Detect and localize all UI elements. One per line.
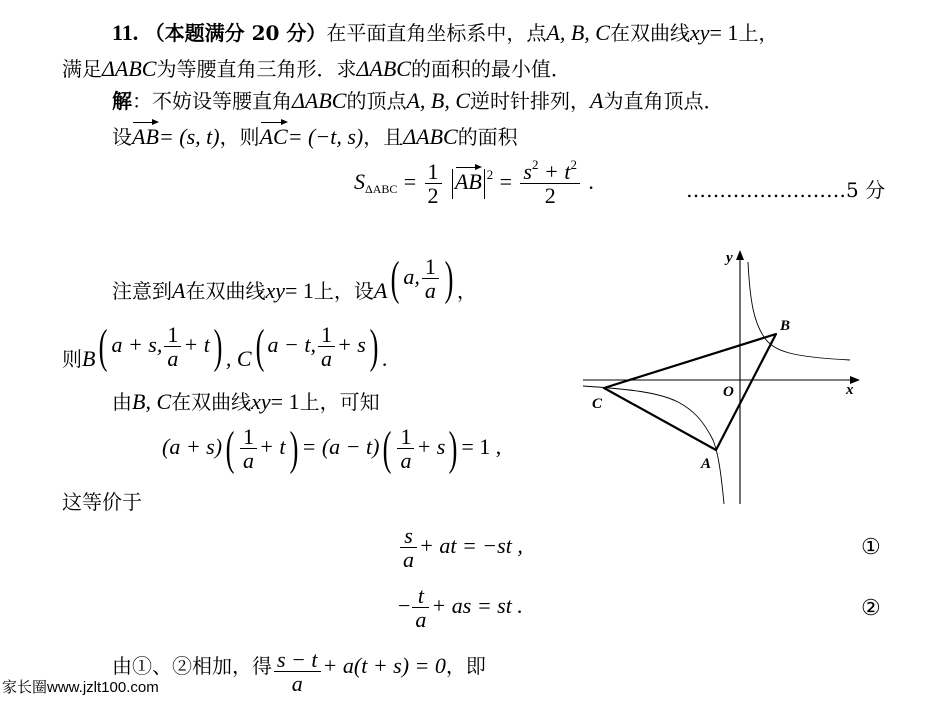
vector-ac: AC xyxy=(259,124,288,149)
problem-line-2: 满足ΔABC为等腰直角三角形．求ΔABC的面积的最小值． xyxy=(62,56,571,81)
hyperbola-figure xyxy=(578,242,878,512)
equation-product: (a + s)( $\frac{1}{a}$ + t) = (a − t)( $\frac{1}{a}$ + s) = 1 , xyxy=(162,422,502,475)
solution-line-5: 注意到A在双曲线xy= 1上，设A( a, $\frac{1}{a}$ ) ， xyxy=(112,252,477,305)
solution-line-6: 则B( a + s, $\frac{1}{a}$ + t) , C( a − t, $\frac{1}{a}$ + s) . xyxy=(62,320,388,373)
label-y: y xyxy=(726,250,733,266)
area-formula: $S_{\Delta ABC}$ = $\frac{1}{2}$ AB $^2$ = $\frac{s^2 + t^2}{2}$ . xyxy=(354,157,594,209)
hyperbola-branch-left xyxy=(583,386,724,504)
solution-line-9: 由①、②相加，得 $\frac{s - t}{a}$ + a(t + s) = 0，即 xyxy=(112,647,486,697)
label-c: C xyxy=(592,396,603,412)
score-5: ……………………5 分 xyxy=(686,178,886,202)
solution-label: 解 xyxy=(112,89,132,113)
vector-ab: AB xyxy=(132,124,159,149)
label-o: O xyxy=(723,384,734,400)
label-x: x xyxy=(846,382,854,398)
label-a: A xyxy=(701,456,712,472)
triangle-abc xyxy=(604,334,776,450)
equation-1: $\frac{s}{a}$ + at = −st , xyxy=(398,524,523,571)
solution-line-4: 设AB= (s, t)，则AC= (−t, s)，且ΔABC的面积 xyxy=(112,124,518,149)
solution-line-7: 由B, C在双曲线xy= 1上，可知 xyxy=(112,389,380,414)
problem-number: 11. xyxy=(112,20,139,45)
marker-1: ① xyxy=(861,535,881,560)
solution-line-8: 这等价于 xyxy=(62,490,142,514)
solution-line-3: 解：不妨设等腰直角ΔABC的顶点A, B, C逆时针排列，A为直角顶点． xyxy=(112,88,724,113)
label-b: B xyxy=(780,318,791,334)
watermark: 家长圈www.jzlt100.com xyxy=(2,679,159,696)
fraction-st: $\frac{s^2 + t^2}{2}$ xyxy=(520,160,580,207)
y-axis-arrow xyxy=(736,250,744,260)
problem-line-1: 11. （本题满分 20 分）在平面直角坐标系中，点A, B, C在双曲线xy= 1上， xyxy=(112,20,779,45)
hyperbola-branch-right xyxy=(748,262,850,360)
fraction-half: $\frac{1}{2}$ xyxy=(425,160,442,207)
problem-score: （本题满分 20 分） xyxy=(144,21,327,45)
equation-2: − $\frac{t}{a}$ + as = st . xyxy=(398,583,523,633)
marker-2: ② xyxy=(861,596,881,621)
